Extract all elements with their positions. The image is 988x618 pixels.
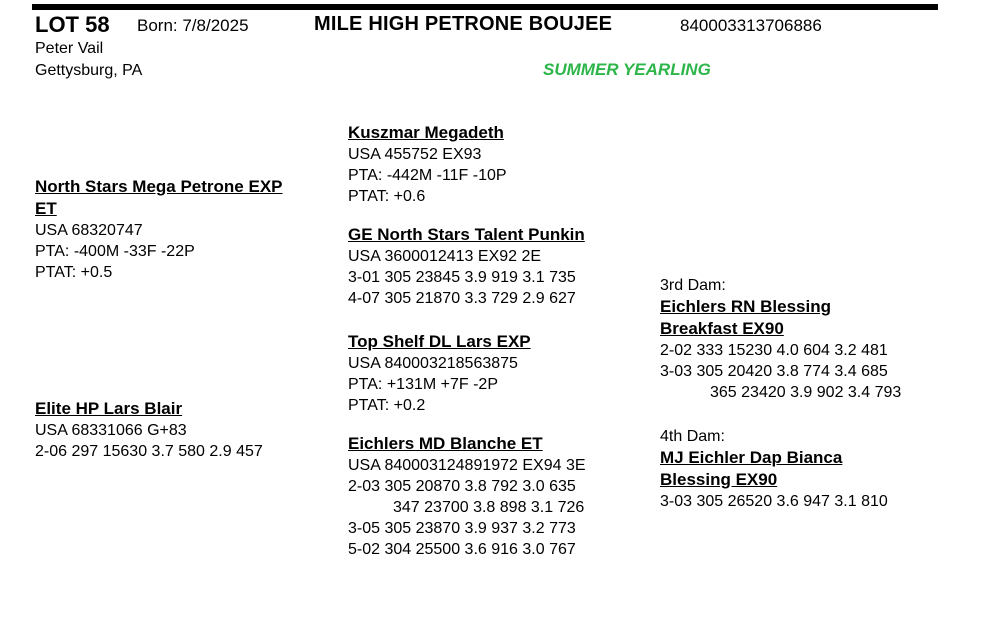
dams-sire-block bbox=[348, 331, 531, 416]
dams-dam-record: 5-02 304 25500 3.6 916 3.0 767 bbox=[348, 541, 576, 558]
animal-name: MILE HIGH PETRONE BOUJEE bbox=[314, 13, 613, 35]
sires-dam-registration: USA 3600012413 EX92 2E bbox=[348, 248, 542, 265]
dams-dam-block bbox=[348, 433, 586, 560]
third-dam-record: 3-03 305 20420 3.8 774 3.4 685 bbox=[660, 363, 888, 380]
dams-sire-name: Top Shelf DL Lars EXP bbox=[348, 332, 531, 351]
born-date: Born: 7/8/2025 bbox=[137, 16, 249, 35]
fourth-dam-name-line1: MJ Eichler Dap Bianca bbox=[660, 448, 843, 467]
fourth-dam-name-line2: Blessing EX90 bbox=[660, 470, 778, 489]
dam-registration: USA 68331066 G+83 bbox=[35, 422, 187, 439]
sire-pta: PTA: -400M -33F -22P bbox=[35, 243, 195, 260]
third-dam-record: 365 23420 3.9 902 3.4 793 bbox=[710, 384, 902, 401]
sire-block bbox=[35, 176, 283, 283]
dams-dam-record: 3-05 305 23870 3.9 937 3.2 773 bbox=[348, 520, 576, 537]
sires-dam-record: 3-01 305 23845 3.9 919 3.1 735 bbox=[348, 269, 576, 286]
dam-record: 2-06 297 15630 3.7 580 2.9 457 bbox=[35, 443, 263, 460]
sire-name-line2: ET bbox=[35, 199, 57, 218]
owner-name: Peter Vail bbox=[35, 40, 104, 57]
dams-sire-pta: PTA: +131M +7F -2P bbox=[348, 376, 498, 393]
dam-name: Elite HP Lars Blair bbox=[35, 399, 183, 418]
class-label: SUMMER YEARLING bbox=[543, 60, 711, 79]
top-rule bbox=[32, 4, 938, 10]
dams-dam-record: 2-03 305 20870 3.8 792 3.0 635 bbox=[348, 478, 576, 495]
fourth-dam-label: 4th Dam: bbox=[660, 428, 725, 445]
sires-dam-block bbox=[348, 224, 585, 309]
dams-dam-record: 347 23700 3.8 898 3.1 726 bbox=[393, 499, 585, 516]
sires-dam-name: GE North Stars Talent Punkin bbox=[348, 225, 585, 244]
sires-sire-registration: USA 455752 EX93 bbox=[348, 146, 482, 163]
sires-sire-pta: PTA: -442M -11F -10P bbox=[348, 167, 507, 184]
third-dam-block bbox=[660, 275, 901, 403]
sires-dam-record: 4-07 305 21870 3.3 729 2.9 627 bbox=[348, 290, 576, 307]
dams-sire-ptat: PTAT: +0.2 bbox=[348, 397, 426, 414]
third-dam-name-line1: Eichlers RN Blessing bbox=[660, 297, 832, 316]
sires-sire-block bbox=[348, 122, 507, 207]
third-dam-label: 3rd Dam: bbox=[660, 277, 726, 294]
dams-dam-registration: USA 840003124891972 EX94 3E bbox=[348, 457, 586, 474]
sire-name-line1: North Stars Mega Petrone EXP bbox=[35, 177, 283, 196]
lot-number: LOT 58 bbox=[35, 12, 110, 37]
third-dam-record: 2-02 333 15230 4.0 604 3.2 481 bbox=[660, 342, 888, 359]
sires-sire-name: Kuszmar Megadeth bbox=[348, 123, 504, 142]
sire-ptat: PTAT: +0.5 bbox=[35, 264, 113, 281]
dams-dam-name: Eichlers MD Blanche ET bbox=[348, 434, 543, 453]
sires-sire-ptat: PTAT: +0.6 bbox=[348, 188, 426, 205]
third-dam-name-line2: Breakfast EX90 bbox=[660, 319, 784, 338]
registration-number: 840003313706886 bbox=[680, 16, 822, 35]
owner-location: Gettysburg, PA bbox=[35, 62, 143, 79]
fourth-dam-record: 3-03 305 26520 3.6 947 3.1 810 bbox=[660, 493, 888, 510]
dam-block bbox=[35, 398, 263, 462]
sire-registration: USA 68320747 bbox=[35, 222, 143, 239]
fourth-dam-block bbox=[660, 426, 888, 512]
dams-sire-registration: USA 840003218563875 bbox=[348, 355, 518, 372]
